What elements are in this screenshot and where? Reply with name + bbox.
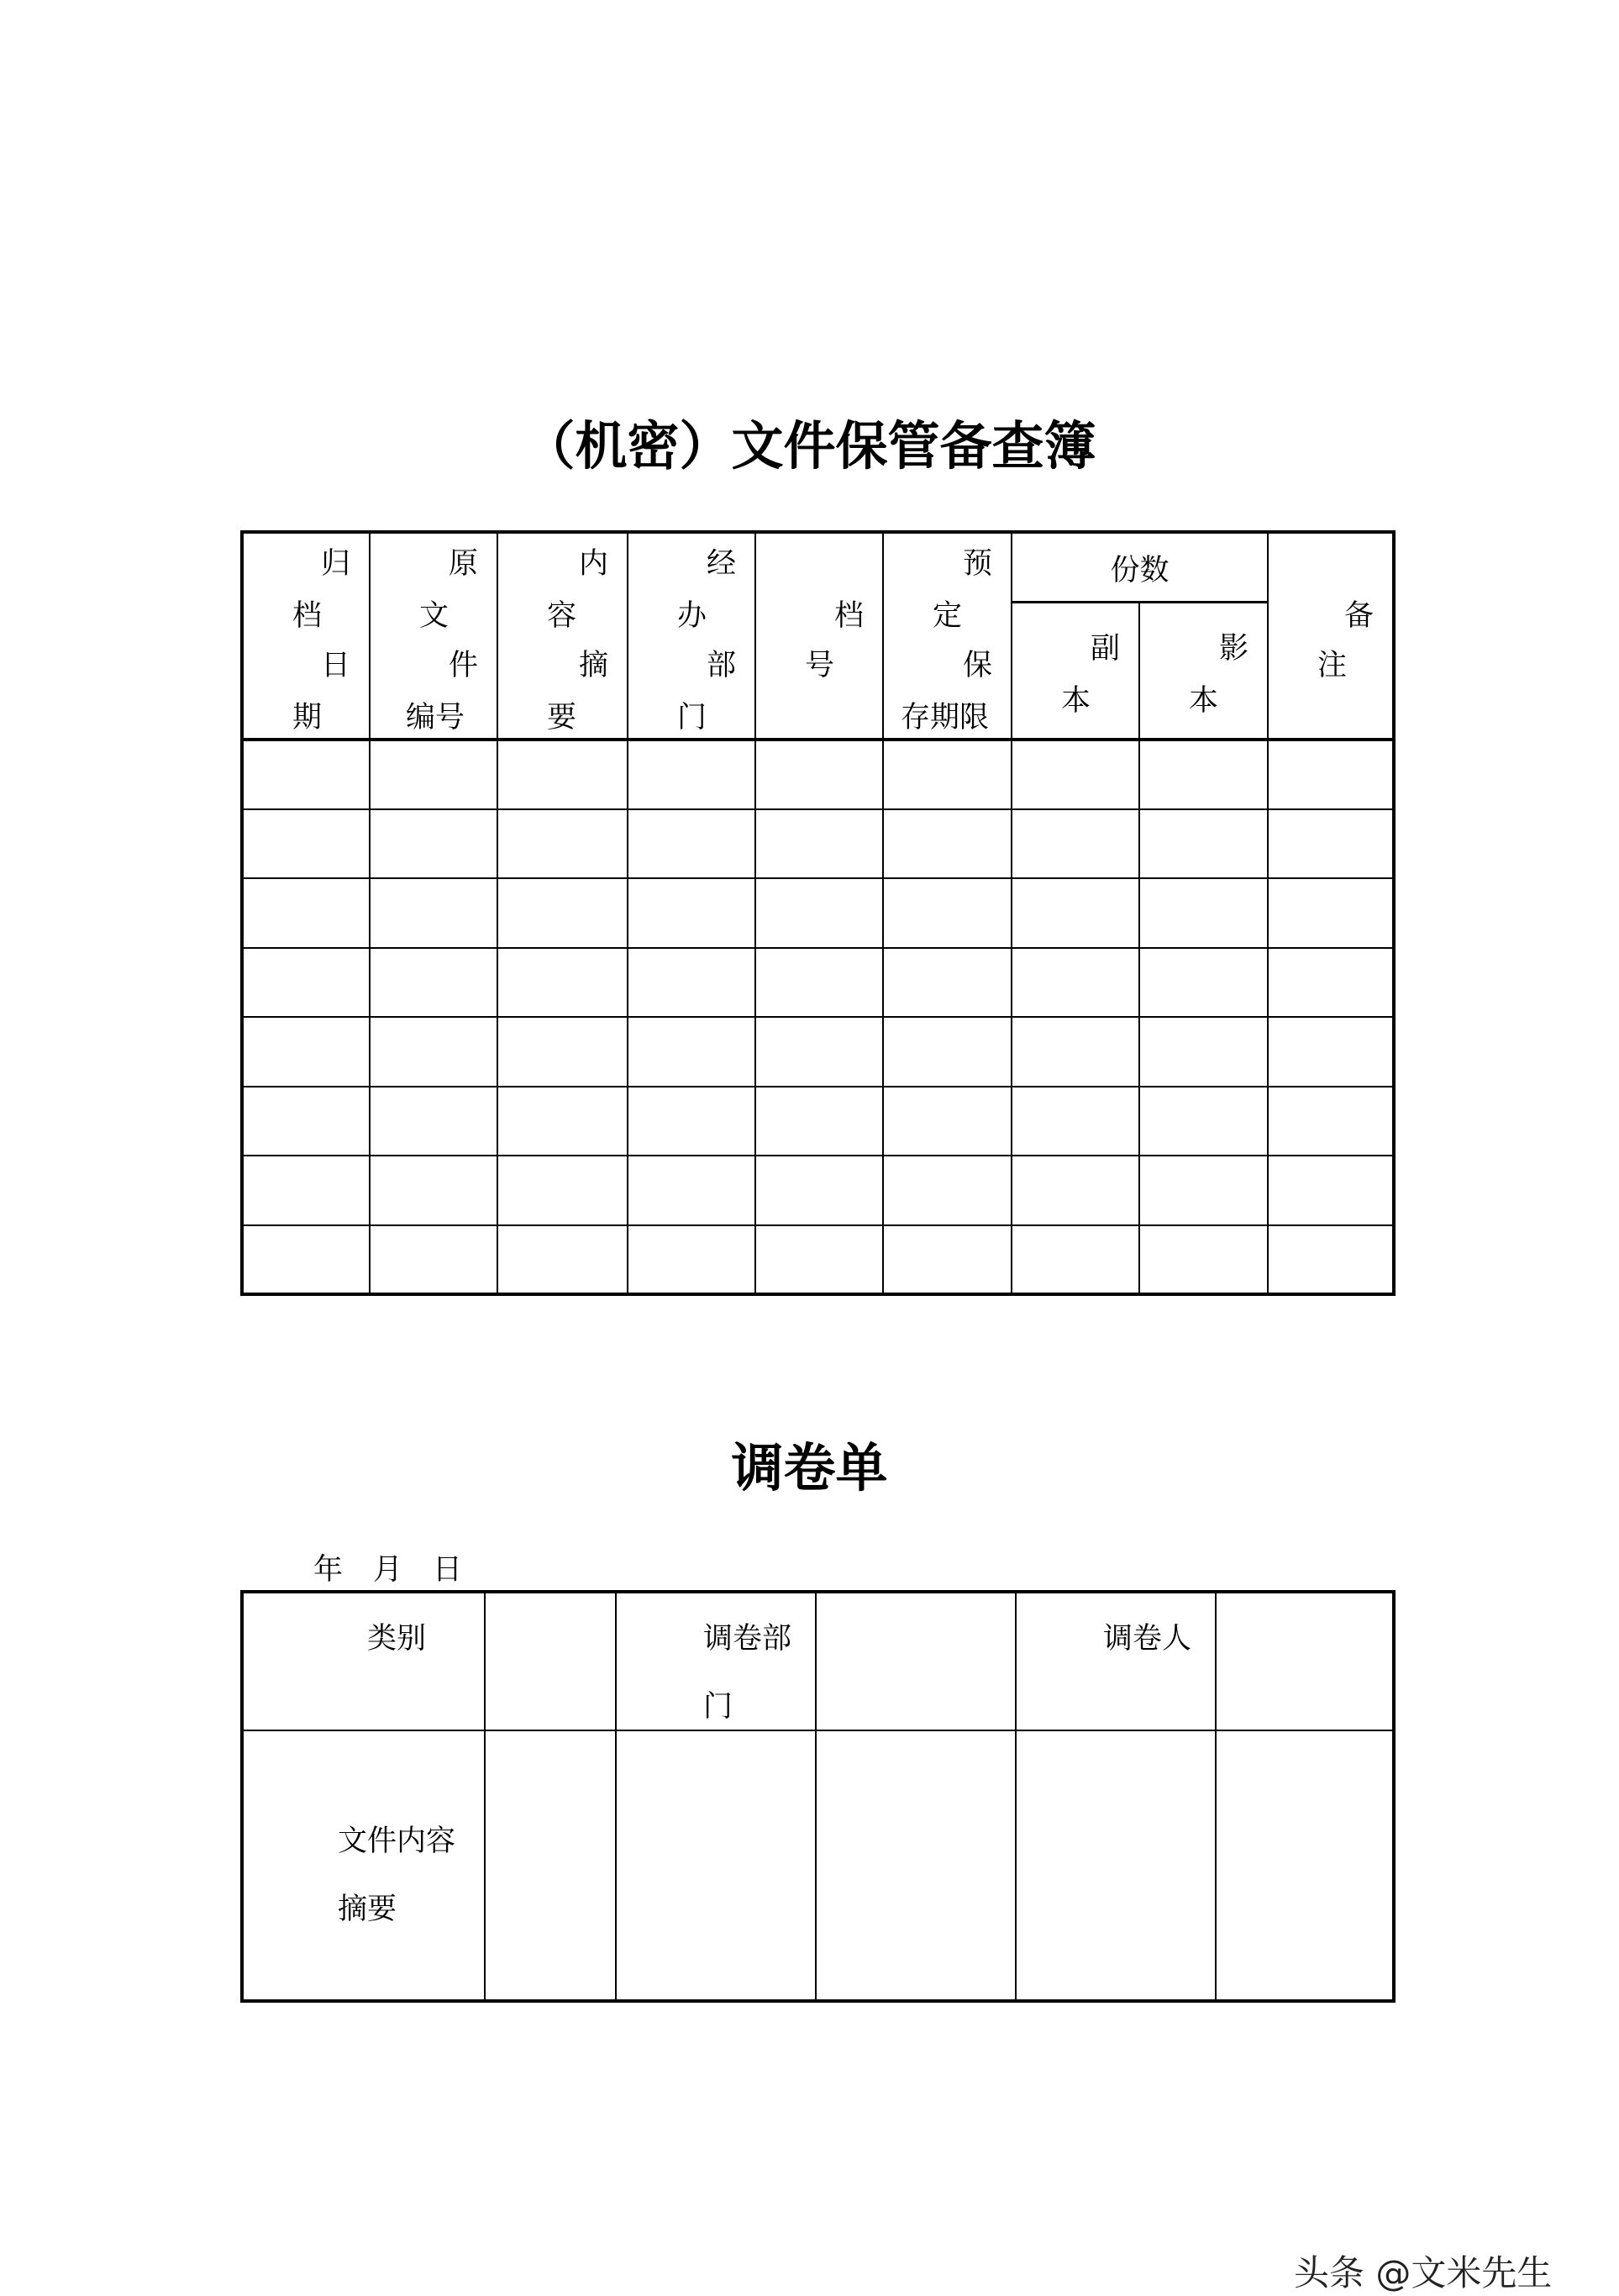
table-cell[interactable]	[1139, 1156, 1268, 1225]
dept-value-cell[interactable]	[816, 1592, 1016, 1730]
table-cell[interactable]	[1139, 878, 1268, 948]
header-file-no	[755, 532, 883, 740]
summary-label: 文件内容	[338, 1825, 456, 1858]
date-year: 年	[313, 1553, 344, 1587]
header-original-doc-no	[370, 532, 497, 740]
table-row	[242, 740, 1394, 809]
register-table	[240, 530, 1396, 1296]
table-cell[interactable]	[1012, 740, 1139, 809]
table-row	[242, 1156, 1394, 1225]
table-cell[interactable]	[1268, 1225, 1394, 1295]
table-cell[interactable]	[1268, 1087, 1394, 1156]
table-cell[interactable]	[497, 809, 628, 879]
header-text: 门	[677, 701, 707, 735]
watermark: 头条 @文米先生	[1294, 2252, 1553, 2293]
table-cell[interactable]	[628, 878, 755, 948]
category-label-cell	[242, 1592, 485, 1730]
header-text: 注	[1317, 649, 1348, 682]
table-cell[interactable]	[755, 1017, 883, 1087]
table-cell[interactable]	[497, 1156, 628, 1225]
table-cell[interactable]	[1268, 740, 1394, 809]
header-text: 本	[1061, 684, 1091, 718]
table-cell[interactable]	[242, 878, 370, 948]
table-cell[interactable]	[242, 740, 370, 809]
table-cell[interactable]	[1268, 948, 1394, 1018]
dept-label: 门	[703, 1690, 733, 1724]
header-text: 归	[320, 547, 350, 581]
table-cell[interactable]	[370, 1017, 497, 1087]
summary-cell[interactable]	[1216, 1730, 1394, 2001]
table-cell[interactable]	[242, 809, 370, 879]
header-handling-dept	[628, 532, 755, 740]
table-row	[242, 878, 1394, 948]
table-cell[interactable]	[883, 948, 1012, 1018]
dept-label-cell	[616, 1592, 816, 1730]
table-row	[242, 1225, 1394, 1295]
table-cell[interactable]	[1012, 809, 1139, 879]
header-text: 档	[833, 599, 864, 633]
header-text: 定	[933, 599, 963, 633]
header-text: 影	[1218, 632, 1248, 666]
requisition-title: 调卷单	[731, 1437, 888, 1498]
table-cell[interactable]	[1012, 1017, 1139, 1087]
table-cell[interactable]	[883, 740, 1012, 809]
table-cell[interactable]	[370, 1225, 497, 1295]
table-cell[interactable]	[1268, 809, 1394, 879]
table-cell[interactable]	[242, 1087, 370, 1156]
table-cell[interactable]	[755, 1156, 883, 1225]
header-text: 份数	[1110, 554, 1170, 587]
table-cell[interactable]	[883, 1156, 1012, 1225]
table-cell[interactable]	[370, 878, 497, 948]
table-cell[interactable]	[242, 1225, 370, 1295]
table-cell[interactable]	[497, 878, 628, 948]
header-text: 容	[547, 599, 577, 633]
table-cell[interactable]	[242, 1156, 370, 1225]
header-remarks	[1268, 532, 1394, 740]
table-cell[interactable]	[755, 1087, 883, 1156]
table-cell[interactable]	[370, 740, 497, 809]
person-label: 调卷人	[1103, 1622, 1192, 1656]
summary-cell[interactable]	[1016, 1730, 1216, 2001]
summary-cell[interactable]	[485, 1730, 616, 2001]
category-value-cell[interactable]	[485, 1592, 616, 1730]
table-cell[interactable]	[370, 948, 497, 1018]
table-cell[interactable]	[883, 1017, 1012, 1087]
header-text: 预	[962, 547, 992, 581]
header-text: 期	[292, 701, 323, 735]
header-content-summary	[497, 532, 628, 740]
table-cell[interactable]	[370, 809, 497, 879]
header-text: 日	[320, 649, 350, 682]
table-row	[242, 1087, 1394, 1156]
header-text: 保	[962, 649, 992, 682]
header-text: 件	[448, 649, 478, 682]
table-cell[interactable]	[242, 948, 370, 1018]
header-text: 摘	[578, 649, 608, 682]
header-text: 档	[292, 599, 323, 633]
table-row	[242, 1017, 1394, 1087]
table-cell[interactable]	[883, 1225, 1012, 1295]
header-text: 内	[578, 547, 608, 581]
header-text: 备	[1343, 599, 1374, 633]
table-cell[interactable]	[755, 740, 883, 809]
table-cell[interactable]	[1012, 1087, 1139, 1156]
header-text: 要	[547, 701, 577, 735]
table-cell[interactable]	[755, 878, 883, 948]
header-text: 号	[805, 649, 835, 682]
table-cell[interactable]	[628, 1087, 755, 1156]
header-text: 编号	[406, 701, 465, 735]
table-cell[interactable]	[755, 948, 883, 1018]
table-cell[interactable]	[1268, 1017, 1394, 1087]
table-cell[interactable]	[497, 1087, 628, 1156]
table-cell[interactable]	[755, 809, 883, 879]
table-cell[interactable]	[1268, 1156, 1394, 1225]
table-cell[interactable]	[1012, 878, 1139, 948]
register-title: （机密）文件保管备查簿	[523, 415, 1096, 477]
date-line	[313, 1546, 492, 1588]
table-cell[interactable]	[497, 1225, 628, 1295]
summary-cell[interactable]	[816, 1730, 1016, 2001]
category-label: 类别	[367, 1622, 427, 1656]
date-month: 月	[373, 1553, 403, 1587]
header-archive-date	[242, 532, 370, 740]
table-cell[interactable]	[628, 1225, 755, 1295]
table-row	[242, 948, 1394, 1018]
table-cell[interactable]	[628, 809, 755, 879]
table-cell[interactable]	[1012, 948, 1139, 1018]
person-value-cell[interactable]	[1216, 1592, 1394, 1730]
table-cell[interactable]	[628, 740, 755, 809]
table-cell[interactable]	[1139, 1225, 1268, 1295]
person-label-cell	[1016, 1592, 1216, 1730]
table-cell[interactable]	[1012, 1156, 1139, 1225]
table-cell[interactable]	[883, 878, 1012, 948]
header-text: 部	[706, 649, 736, 682]
table-row	[242, 809, 1394, 879]
summary-label: 摘要	[338, 1893, 397, 1926]
header-text: 本	[1189, 684, 1219, 718]
table-cell[interactable]	[1139, 948, 1268, 1018]
dept-label: 调卷部	[703, 1622, 792, 1656]
header-text: 经	[706, 547, 736, 581]
table-cell[interactable]	[755, 1225, 883, 1295]
date-day: 日	[433, 1553, 463, 1587]
table-cell[interactable]	[497, 1017, 628, 1087]
table-cell[interactable]	[883, 1087, 1012, 1156]
table-cell[interactable]	[370, 1087, 497, 1156]
header-duplicate	[1012, 603, 1139, 740]
header-retention	[883, 532, 1012, 740]
table-cell[interactable]	[1268, 878, 1394, 948]
header-copies	[1012, 532, 1268, 603]
summary-label-cell	[242, 1730, 485, 2001]
summary-cell[interactable]	[616, 1730, 816, 2001]
table-cell[interactable]	[370, 1156, 497, 1225]
table-cell[interactable]	[1012, 1225, 1139, 1295]
table-cell[interactable]	[1139, 740, 1268, 809]
header-text: 办	[677, 599, 707, 633]
table-cell[interactable]	[628, 1156, 755, 1225]
table-cell[interactable]	[1139, 1087, 1268, 1156]
header-photocopy	[1139, 603, 1268, 740]
header-text: 文	[419, 599, 449, 633]
header-text: 原	[448, 547, 478, 581]
table-cell[interactable]	[628, 1017, 755, 1087]
table-cell[interactable]	[497, 740, 628, 809]
table-cell[interactable]	[628, 948, 755, 1018]
table-cell[interactable]	[883, 809, 1012, 879]
table-cell[interactable]	[242, 1017, 370, 1087]
table-cell[interactable]	[1139, 1017, 1268, 1087]
table-cell[interactable]	[1139, 809, 1268, 879]
header-text: 副	[1090, 632, 1120, 666]
requisition-table	[240, 1590, 1396, 2003]
table-cell[interactable]	[497, 948, 628, 1018]
header-text: 存期限	[901, 701, 990, 735]
